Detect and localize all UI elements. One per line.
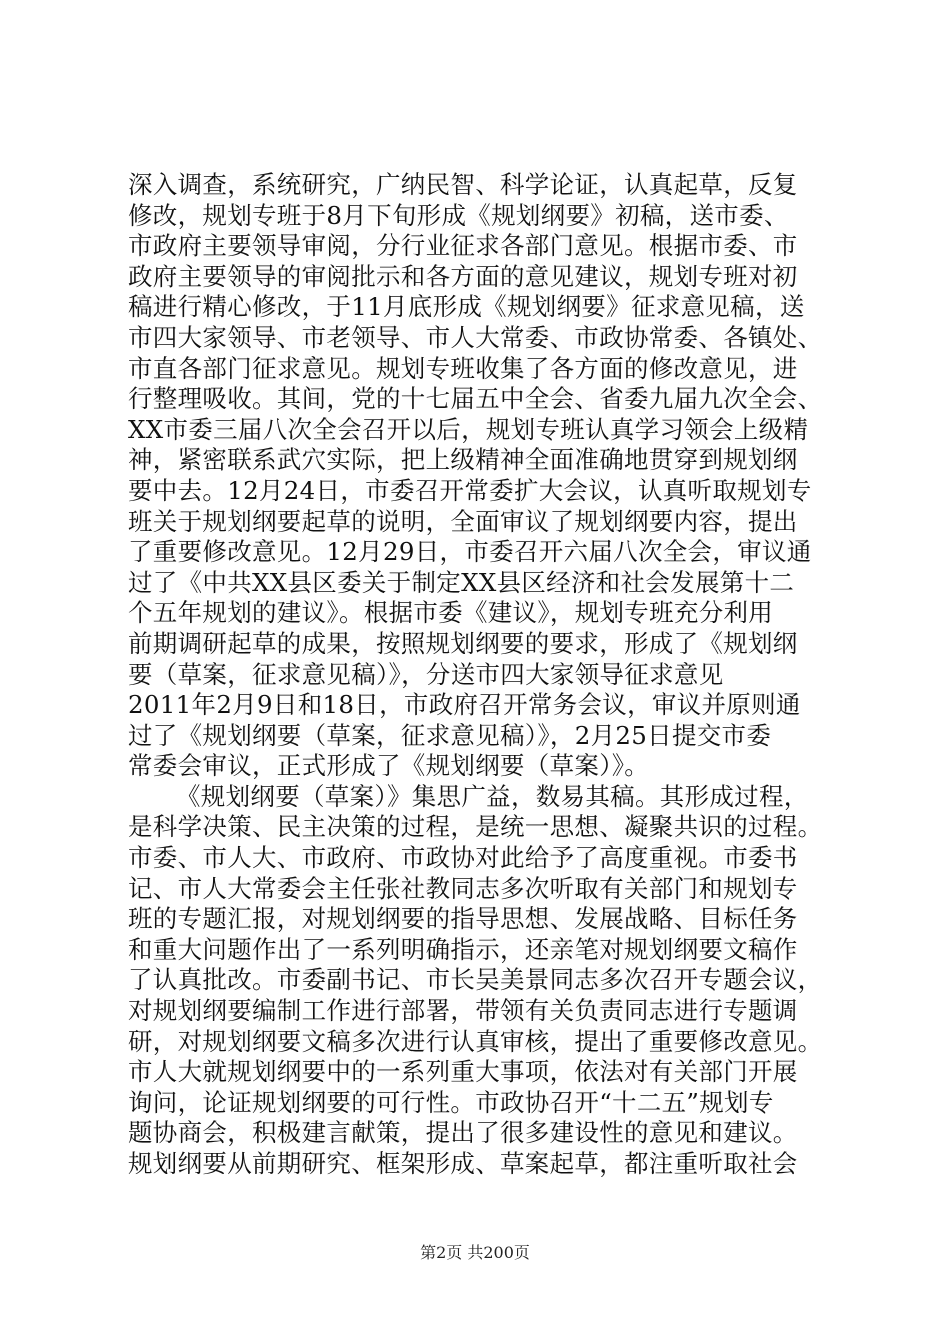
text-line: 前期调研起草的成果，按照规划纲要的要求，形成了《规划纲 [128,628,798,658]
text-line: 市政府主要领导审阅，分行业征求各部门意见。根据市委、市 [128,231,798,261]
page-footer: 第2页 共200页 [420,1243,530,1262]
text-line: 个五年规划的建议》。根据市委《建议》，规划专班充分利用 [128,598,774,628]
paragraph [128,170,848,782]
text-line: 市直各部门征求意见。规划专班收集了各方面的修改意见，进 [128,353,798,383]
text-line: 常委会审议，正式形成了《规划纲要（草案）》。 [128,751,650,781]
text-line: 修改，规划专班于8月下旬形成《规划纲要》初稿，送市委、 [128,200,789,230]
text-line: 2011年2月9日和18日，市政府召开常务会议，审议并原则通 [128,690,801,720]
text-line: 《规划纲要（草案）》集思广益，数易其稿。其形成过程， [176,781,809,811]
text-line: 是科学决策、民主决策的过程，是统一思想、凝聚共识的过程。 [128,812,823,842]
text-line: 要中去。12月24日，市委召开常委扩大会议，认真听取规划专 [128,475,812,505]
text-line: 过了《规划纲要（草案，征求意见稿）》，2月25日提交市委 [128,720,772,750]
body-text [128,170,848,1180]
text-line: 了重要修改意见。12月29日，市委召开六届八次全会，审议通 [128,537,812,567]
text-line: 深入调查，系统研究，广纳民智、科学论证，认真起草，反复 [128,170,798,199]
text-line: 市人大就规划纲要中的一系列重大事项，依法对有关部门开展 [128,1057,798,1087]
text-line: XX市委三届八次全会召开以后，规划专班认真学习领会上级精 [128,414,809,444]
text-line: 班关于规划纲要起草的说明，全面审议了规划纲要内容，提出 [128,506,798,536]
text-line: 对规划纲要编制工作进行部署，带领有关负责同志进行专题调 [128,996,798,1026]
text-line: 询问，论证规划纲要的可行性。市政协召开“十二五”规划专 [128,1087,774,1117]
text-line: 记、市人大常委会主任张社教同志多次听取有关部门和规划专 [128,873,798,903]
text-line: 题协商会，积极建言献策，提出了很多建设性的意见和建议。 [128,1118,798,1148]
text-line: 行整理吸收。其间，党的十七届五中全会、省委九届九次全会、 [128,384,823,414]
text-line: 要（草案，征求意见稿）》，分送市四大家领导征求意见 [128,659,724,689]
text-line: 市四大家领导、市老领导、市人大常委、市政协常委、各镇处、 [128,322,823,352]
text-line: 班的专题汇报，对规划纲要的指导思想、发展战略、目标任务 [128,904,798,934]
text-line: 神，紧密联系武穴实际，把上级精神全面准确地贯穿到规划纲 [128,445,798,475]
text-line: 稿进行精心修改，于11月底形成《规划纲要》征求意见稿，送 [128,292,805,322]
text-line: 了认真批改。市委副书记、市长吴美景同志多次召开专题会议， [128,965,823,995]
text-line: 市委、市人大、市政府、市政协对此给予了高度重视。市委书 [128,843,798,873]
text-line: 过了《中共XX县区委关于制定XX县区经济和社会发展第十二 [128,567,795,597]
paragraph [128,782,848,1180]
text-line: 研，对规划纲要文稿多次进行认真审核，提出了重要修改意见。 [128,1026,823,1056]
text-line: 和重大问题作出了一系列明确指示，还亲笔对规划纲要文稿作 [128,934,798,964]
text-line: 规划纲要从前期研究、框架形成、草案起草，都注重听取社会 [128,1149,798,1178]
text-line: 政府主要领导的审阅批示和各方面的意见建议，规划专班对初 [128,261,798,291]
